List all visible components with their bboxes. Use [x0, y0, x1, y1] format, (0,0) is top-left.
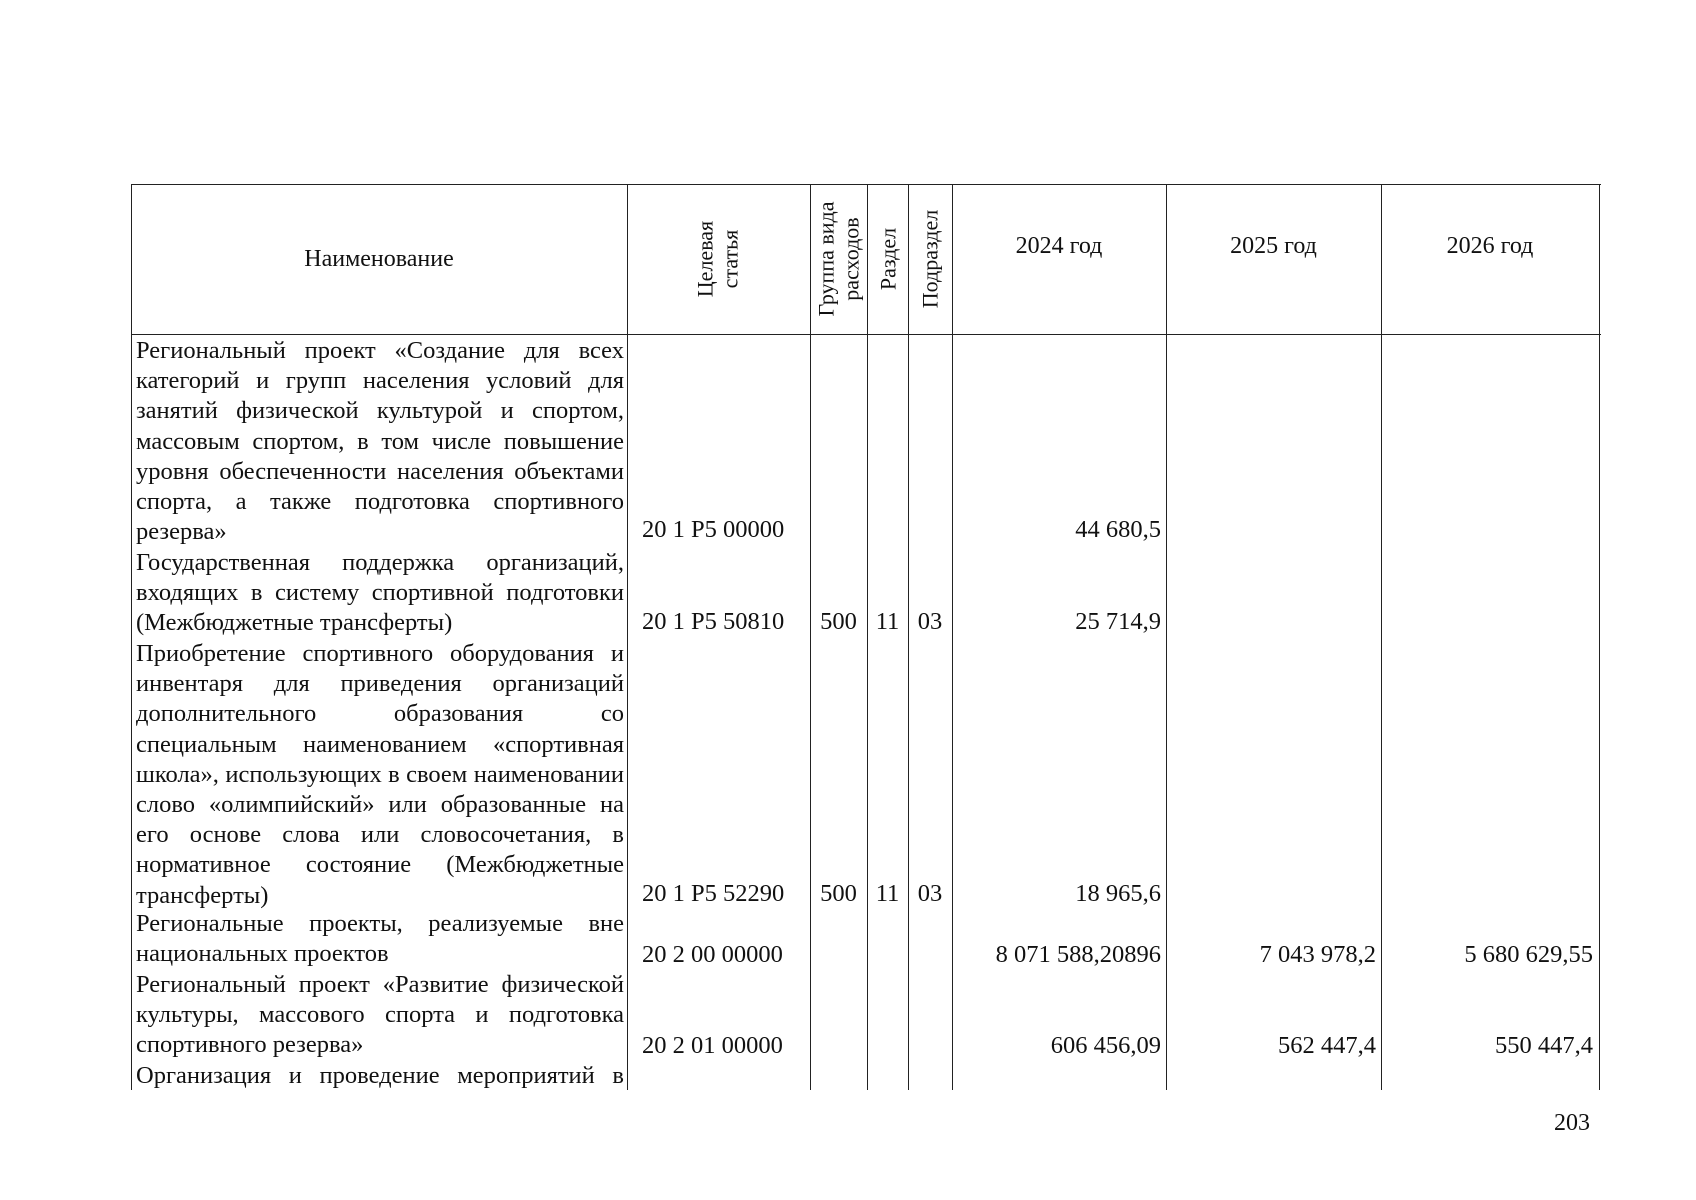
- row-2024: 25 714,9: [1075, 608, 1161, 635]
- row-name: Организация и проведение мероприятий в: [136, 1062, 624, 1089]
- header-expense-group: Группа вида расходов: [813, 201, 864, 317]
- row-code: 20 1 Р5 50810: [642, 608, 785, 635]
- header-target-article: Целевая статья: [692, 220, 743, 298]
- row-2024: 18 965,6: [1075, 880, 1161, 907]
- row-section: 11: [875, 880, 900, 907]
- row-2026: 550 447,4: [1495, 1032, 1593, 1059]
- col-line-1: [627, 184, 628, 1090]
- row-group: 500: [820, 608, 857, 635]
- row-name: Приобретение спортивного оборудования и инвентаря для приведения организаций дополнительного образования со специальным наименованием «спортивная школа», использующих в своем наименовании слово «олимпийский» или образованные на его основе слова или словосочетания, в нормативное состояние (Межбюджетные трансферты): [136, 640, 624, 909]
- row-2025: 7 043 978,2: [1259, 941, 1376, 968]
- row-subsection: 03: [917, 608, 943, 635]
- col-line-right: [1599, 184, 1600, 1090]
- row-name: Региональные проекты, реализуемые вне национальных проектов: [136, 910, 624, 968]
- row-2025: 562 447,4: [1278, 1032, 1376, 1059]
- row-name: Региональный проект «Развитие физической культуры, массового спорта и подготовка спортивного резерва»: [136, 971, 624, 1059]
- row-section: 11: [875, 608, 900, 635]
- row-2024: 606 456,09: [1050, 1032, 1161, 1059]
- row-code: 20 2 01 00000: [642, 1032, 783, 1059]
- row-group: 500: [820, 880, 857, 907]
- row-code: 20 1 Р5 00000: [642, 516, 785, 543]
- col-line-4: [908, 184, 909, 1090]
- row-code: 20 1 Р5 52290: [642, 880, 785, 907]
- col-line-2: [810, 184, 811, 1090]
- header-2026: 2026 год: [1446, 233, 1534, 260]
- budget-table: [131, 184, 1601, 1090]
- row-2024: 44 680,5: [1075, 516, 1161, 543]
- header-2024: 2024 год: [1015, 233, 1103, 260]
- row-2026: 5 680 629,55: [1464, 941, 1593, 968]
- header-subsection: Подраздел: [917, 209, 943, 309]
- row-code: 20 2 00 00000: [642, 941, 783, 968]
- header-name: Наименование: [304, 245, 454, 272]
- col-line-3: [867, 184, 868, 1090]
- row-name: Государственная поддержка организаций, входящих в систему спортивной подготовки (Межбюджетные трансферты): [136, 549, 624, 637]
- row-subsection: 03: [917, 880, 943, 907]
- header-2025: 2025 год: [1230, 233, 1317, 260]
- header-section: Раздел: [875, 227, 901, 291]
- row-name: Региональный проект «Создание для всех категорий и групп населения условий для занятий физической культурой и спортом, массовым спортом, в том числе повышение уровня обеспеченности населения объектами спорта, а также подготовка спортивного резерва»: [136, 337, 624, 546]
- page-number: 203: [1554, 1110, 1590, 1136]
- row-2024: 8 071 588,20896: [995, 941, 1161, 968]
